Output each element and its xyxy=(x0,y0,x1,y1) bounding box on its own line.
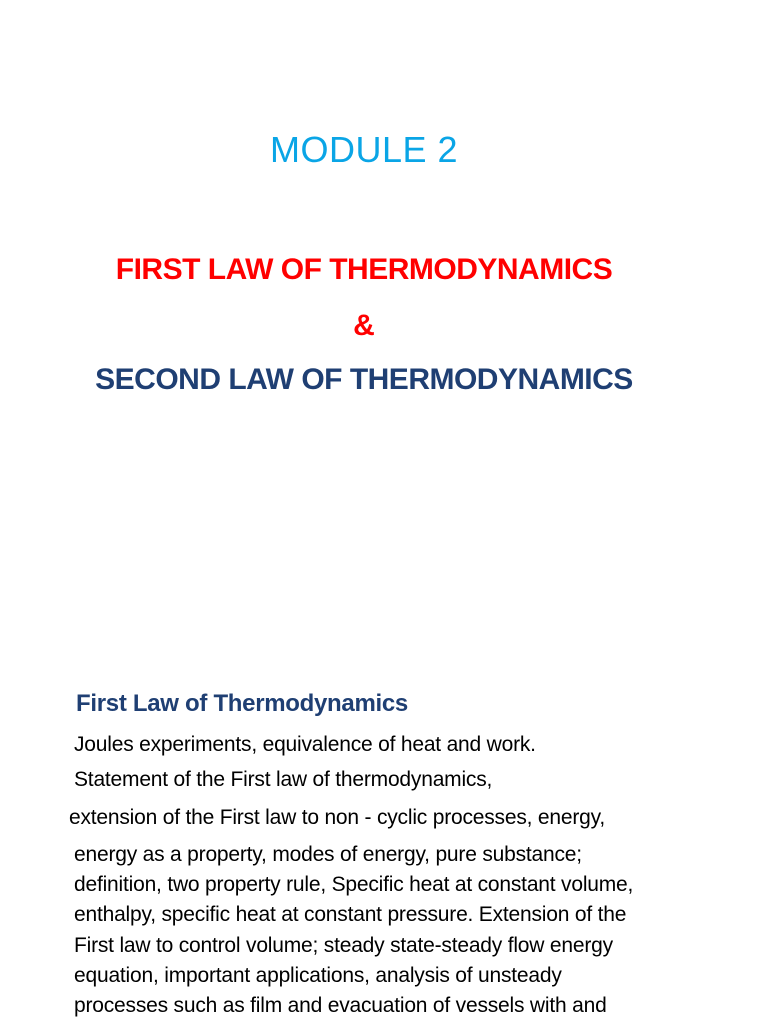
body-line: energy as a property, modes of energy, pure substance; xyxy=(74,843,582,866)
body-line: enthalpy, specific heat at constant pressure. Extension of the xyxy=(74,903,627,926)
module-title: MODULE 2 xyxy=(269,129,459,170)
body-line: Joules experiments, equivalence of heat and work. xyxy=(74,733,536,756)
body-line: extension of the First law to non - cyclic processes, energy, xyxy=(69,806,605,829)
body-line: First law to control volume; steady state-steady flow energy xyxy=(74,934,613,957)
second-law-title: SECOND LAW OF THERMODYNAMICS xyxy=(95,363,633,396)
body-line: Statement of the First law of thermodynamics, xyxy=(74,768,493,791)
ampersand: & xyxy=(353,309,375,342)
body-line: equation, important applications, analysis of unsteady xyxy=(74,964,562,987)
body-line: definition, two property rule, Specific heat at constant volume, xyxy=(74,873,634,896)
body-line: processes such as film and evacuation of vessels with and xyxy=(74,994,607,1017)
section-heading: First Law of Thermodynamics xyxy=(76,690,408,717)
first-law-title: FIRST LAW OF THERMODYNAMICS xyxy=(115,253,613,286)
